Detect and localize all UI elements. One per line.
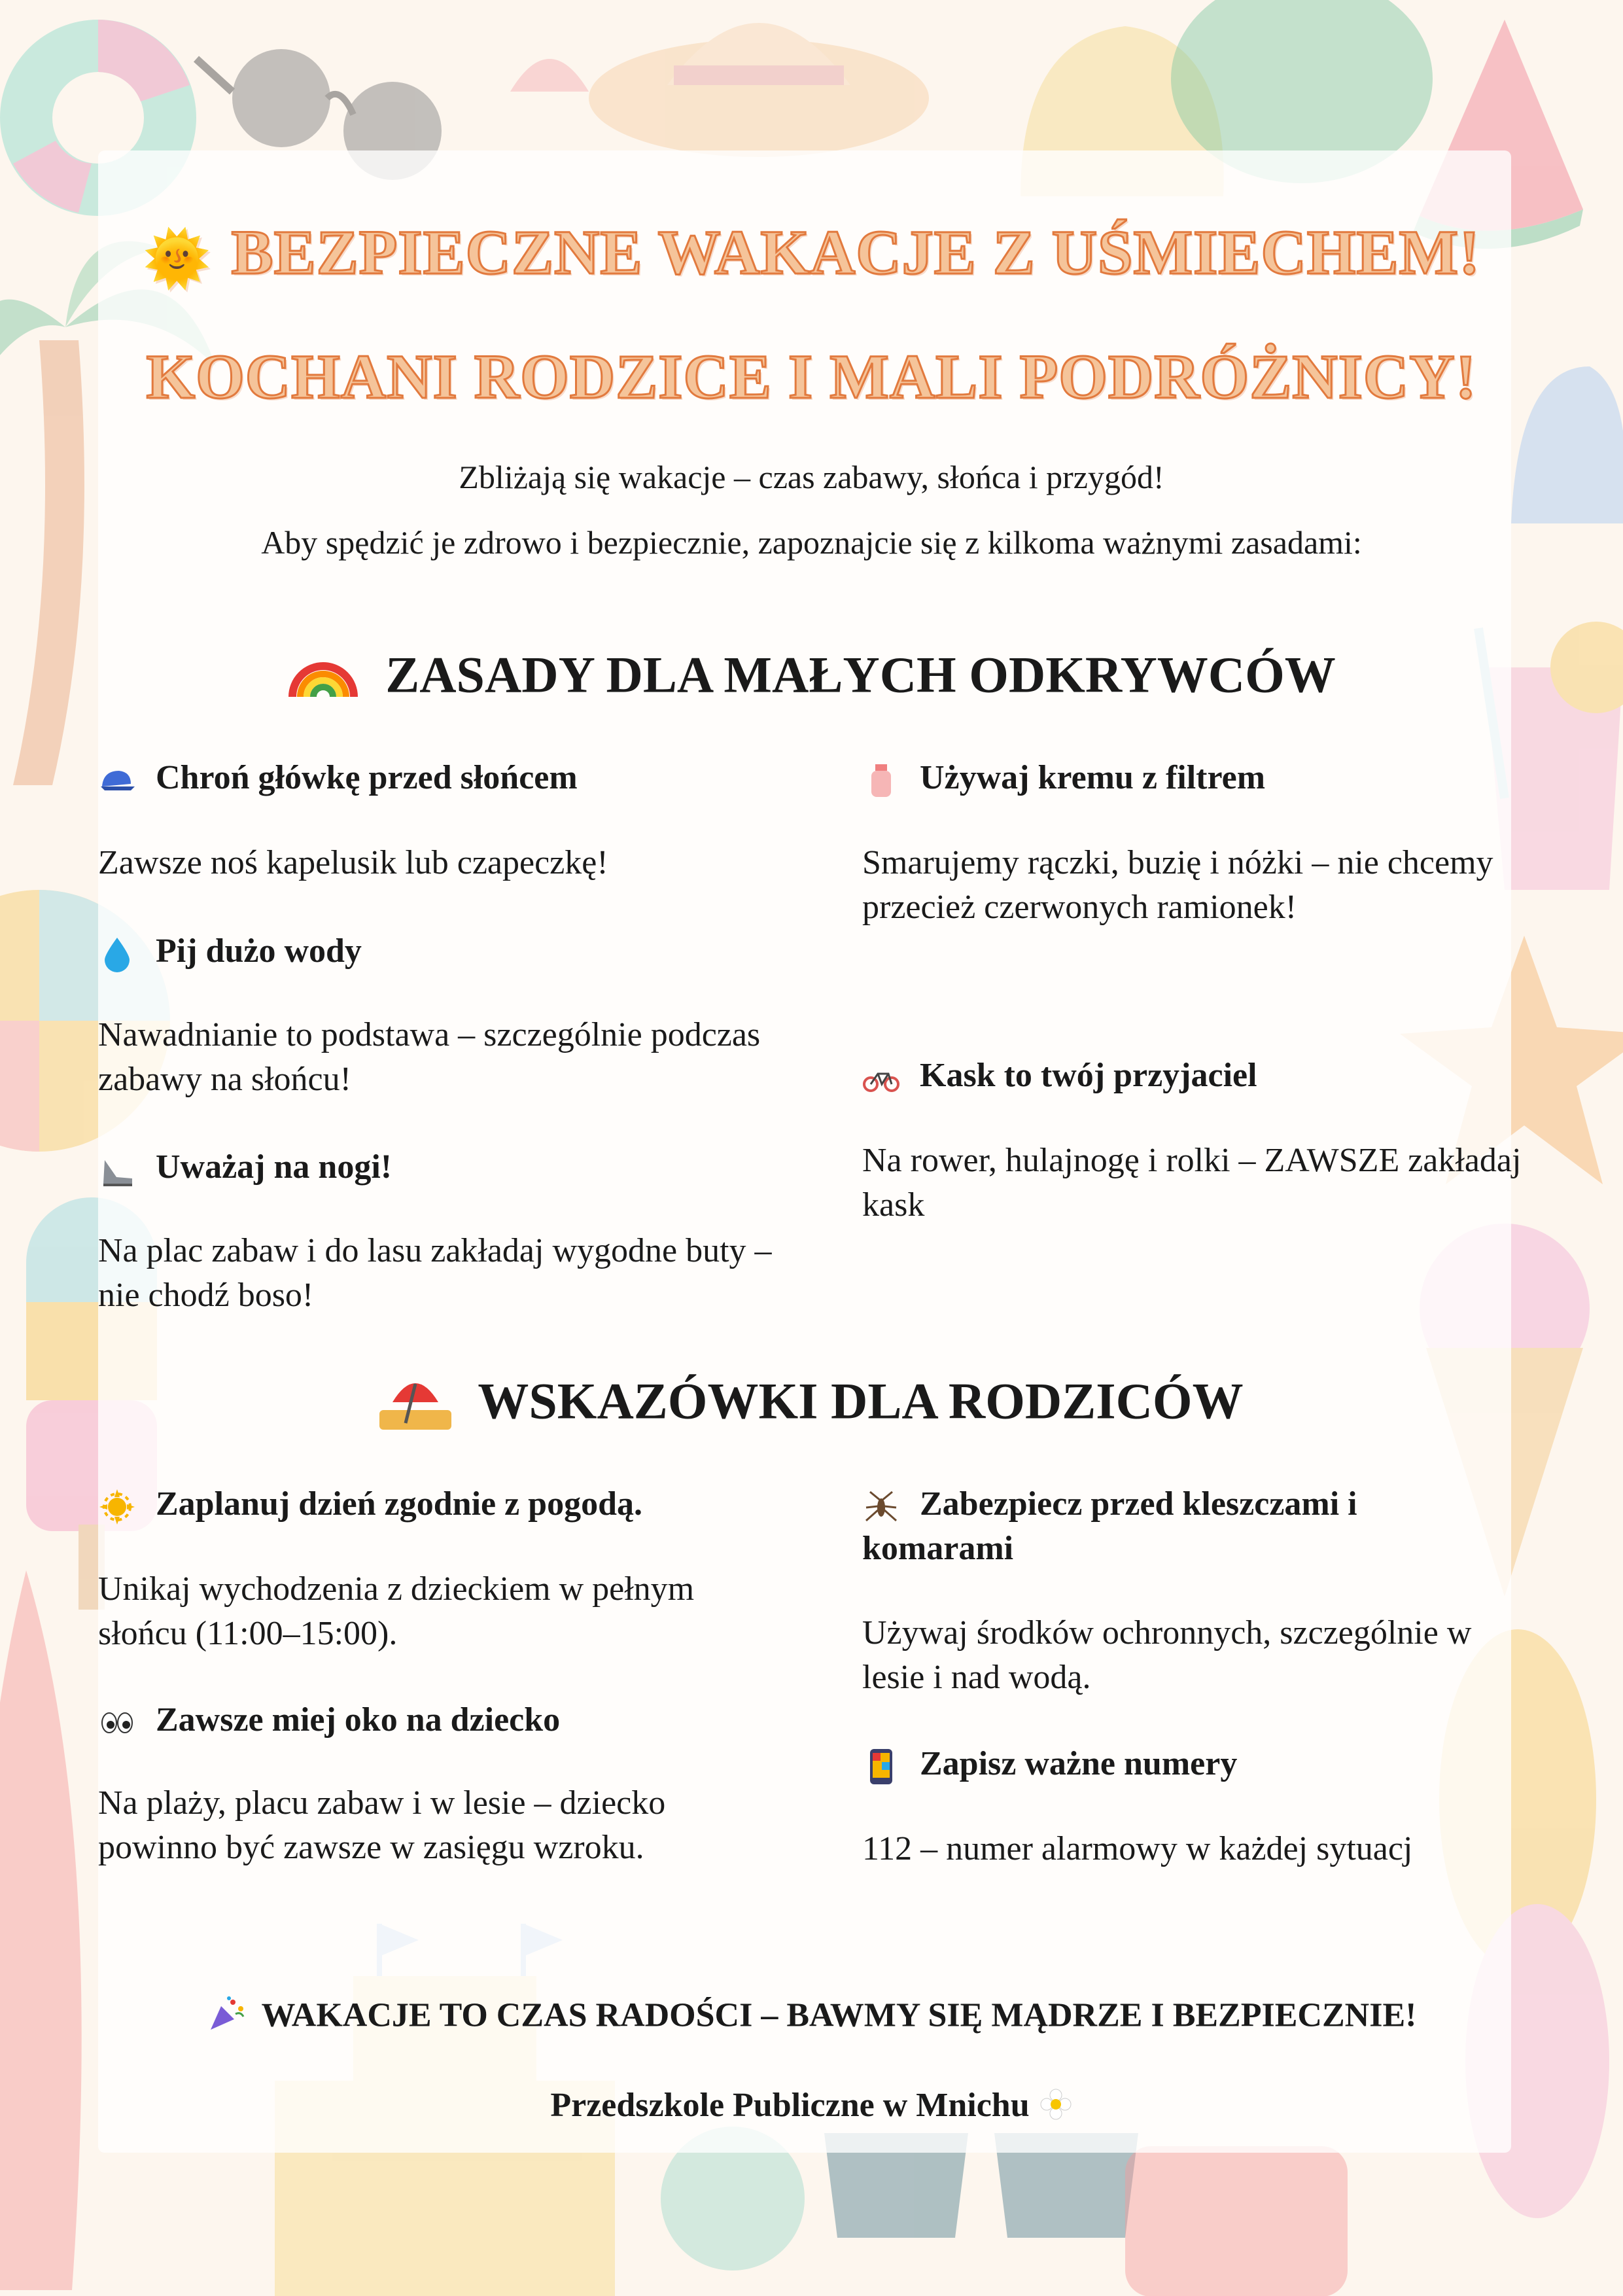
tip-weather-text: Unikaj wychodzenia z dzieckiem w pełnym słońcu (11:00–15:00). [98, 1570, 695, 1652]
rule-sunscreen-title [862, 756, 1265, 800]
beach-umbrella-icon [379, 1371, 451, 1442]
tip-supervision-title-text: Zawsze miej oko na dziecko [156, 1701, 561, 1739]
rule-shoes-title [98, 1145, 392, 1190]
bicycle-icon [862, 1059, 900, 1097]
rule-helmet-title [862, 1053, 1257, 1098]
rule-helmet-title-text: Kask to twój przyjaciel [920, 1057, 1257, 1094]
subtitle: KOCHANI RODZICE I MALI PODRÓŻNICY! [146, 342, 1477, 412]
main-title [0, 216, 1623, 291]
tip-weather-title [98, 1482, 642, 1527]
tip-numbers-title-text: Zapisz ważne numery [920, 1745, 1238, 1782]
signature-text: Przedszkole Publiczne w Mnichu [550, 2087, 1030, 2124]
flower-icon [1039, 2087, 1073, 2130]
rule-sunscreen-title-text: Używaj kremu z filtrem [920, 759, 1266, 796]
tip-ticks-title [862, 1482, 1516, 1571]
section-heading-parents [0, 1371, 1623, 1442]
party-popper-icon [207, 1994, 246, 2042]
section-heading-parents-text: WSKAZÓWKI DLA RODZICÓW [478, 1372, 1244, 1430]
rule-shoes-text: Na plac zabaw i do lasu zakładaj wygodne buty – nie chodź boso! [98, 1232, 772, 1314]
rule-water-title [98, 929, 362, 974]
shoe-icon [98, 1151, 136, 1189]
eyes-icon [98, 1704, 136, 1742]
tip-weather-title-text: Zaplanuj dzień zgodnie z pogodą. [156, 1485, 643, 1523]
rule-sun-protection-title [98, 756, 578, 800]
section-heading-kids [0, 645, 1623, 716]
rainbow-icon [287, 645, 359, 716]
rule-water-text: Nawadnianie to podstawa – szczególnie podczas zabawy na słońcu! [98, 1016, 761, 1098]
rule-water-title-text: Pij dużo wody [156, 932, 362, 970]
rule-shoes-title-text: Uważaj na nogi! [156, 1148, 393, 1186]
tip-numbers-text: 112 – numer alarmowy w każdej sytuacj [862, 1830, 1413, 1867]
mosquito-icon [862, 1488, 900, 1526]
signature [0, 2086, 1623, 2130]
section-heading-kids-text: ZASADY DLA MAŁYCH ODKRYWCÓW [385, 646, 1336, 703]
rule-sun-protection-text: Zawsze noś kapelusik lub czapeczkę! [98, 844, 608, 881]
rule-helmet-text: Na rower, hulajnogę i rolki – ZAWSZE zakładaj kask [862, 1142, 1522, 1224]
intro-line-2: Aby spędzić je zdrowo i bezpiecznie, zapoznajcie się z kilkoma ważnymi zasadami: [261, 524, 1362, 561]
rule-sun-protection-title-text: Chroń główkę przed słońcem [156, 759, 578, 796]
footer-slogan [0, 1994, 1623, 2042]
phone-icon [862, 1748, 900, 1786]
cap-icon [98, 762, 136, 800]
tip-ticks-text: Używaj środków ochronnych, szczególnie w lesie i nad wodą. [862, 1614, 1472, 1696]
tip-supervision-text: Na plaży, placu zabaw i w lesie – dziecko powinno być zawsze w zasięgu wzroku. [98, 1784, 666, 1866]
rule-sunscreen-text: Smarujemy rączki, buzię i nóżki – nie chcemy przecież czerwonych ramionek! [862, 844, 1493, 926]
sun-icon [98, 1488, 136, 1526]
title-line-1: BEZPIECZNE WAKACJE Z UŚMIECHEM! [231, 217, 1481, 287]
footer-slogan-text: WAKACJE TO CZAS RADOŚCI – BAWMY SIĘ MĄDRZE I BEZPIECZNIE! [261, 1996, 1417, 2034]
droplet-icon [98, 935, 136, 973]
intro-line-1: Zbliżają się wakacje – czas zabawy, słońca i przygód! [459, 459, 1164, 495]
tip-ticks-title-text: Zabezpiecz przed kleszczami i komarami [862, 1485, 1357, 1567]
tip-supervision-title [98, 1698, 560, 1742]
tip-numbers-title [862, 1742, 1237, 1786]
lotion-bottle-icon [862, 762, 900, 800]
smiling-sun-icon: 🌞 [142, 229, 212, 291]
